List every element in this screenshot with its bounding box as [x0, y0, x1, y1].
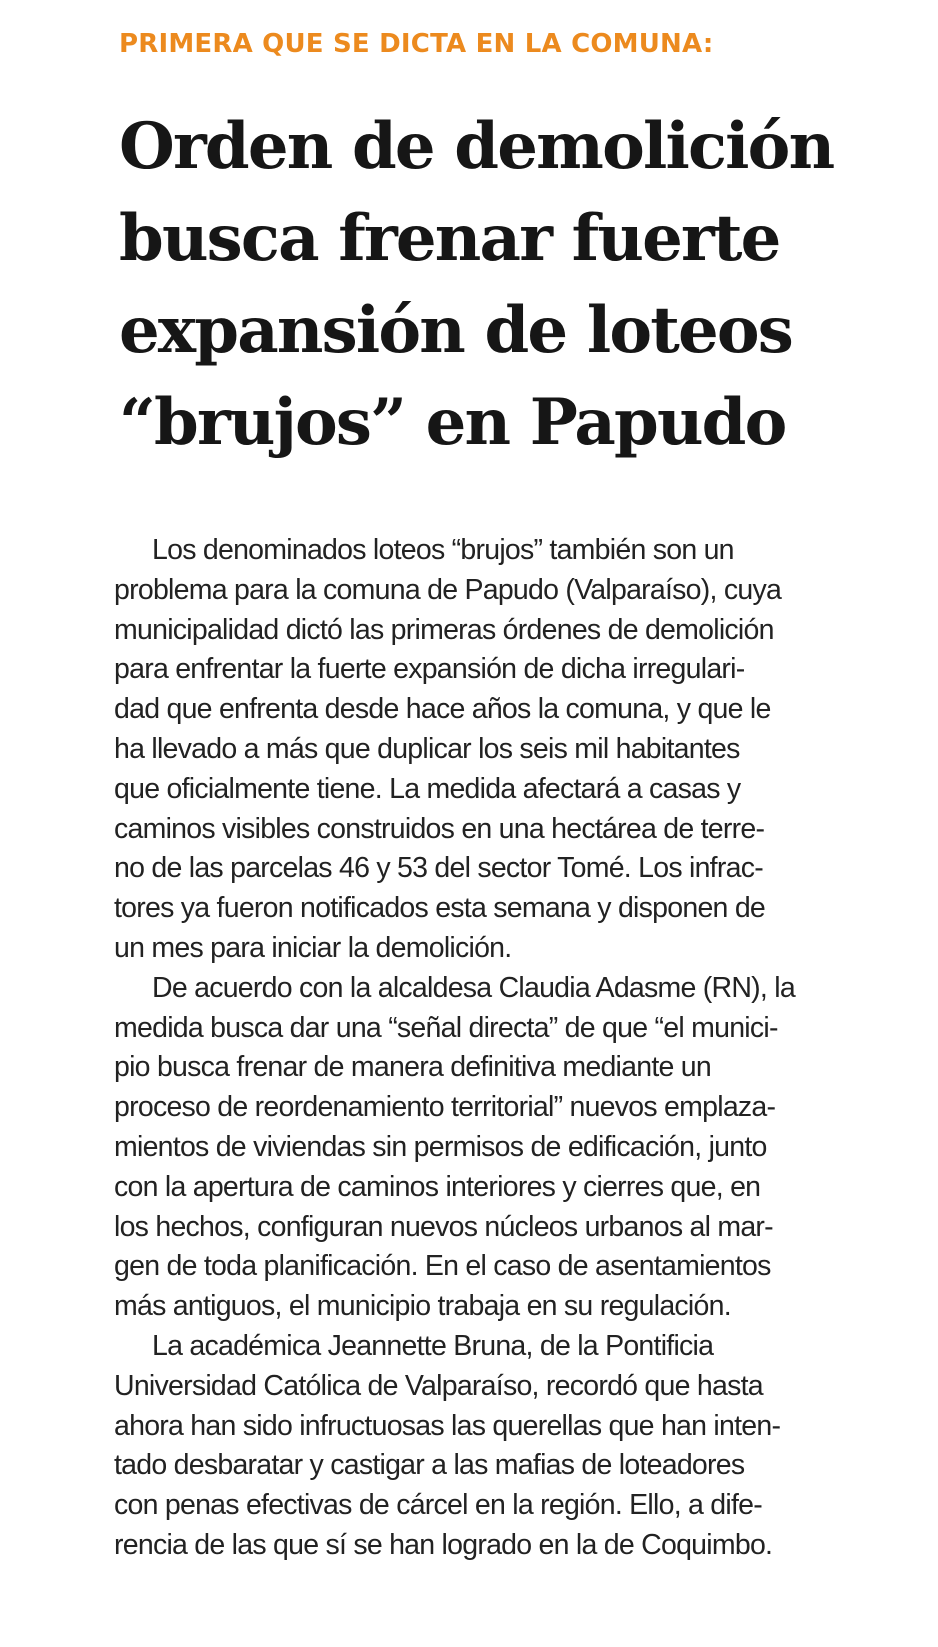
body-line: con penas efectivas de cárcel en la región. Ello, a dife-	[114, 1489, 762, 1522]
body-line: con la apertura de caminos interiores y cierres que, en	[114, 1170, 761, 1203]
body-line: gen de toda planificación. En el caso de asentamientos	[114, 1250, 771, 1283]
body-line: municipalidad dictó las primeras órdenes de demolición	[114, 613, 774, 646]
body-line: Los denominados loteos “brujos” también son un	[152, 534, 734, 566]
body-line: más antiguos, el municipio trabaja en su regulación.	[114, 1290, 731, 1323]
body-line: La académica Jeannette Bruna, de la Pontificia	[152, 1329, 714, 1362]
body-line: dad que enfrenta desde hace años la comuna, y que le	[114, 693, 771, 726]
headline-line: “brujos” en Papudo	[119, 385, 786, 460]
article-body	[114, 531, 904, 1566]
body-line: un mes para iniciar la demolición.	[114, 931, 512, 964]
body-line: no de las parcelas 46 y 53 del sector Tomé. Los infrac-	[114, 852, 763, 885]
body-line: los hechos, configuran nuevos núcleos urbanos al mar-	[114, 1210, 773, 1243]
body-line: para enfrentar la fuerte expansión de dicha irregulari-	[114, 653, 745, 686]
headline-line: busca frenar fuerte	[119, 201, 780, 276]
body-paragraph	[114, 531, 904, 969]
body-line: pio busca frenar de manera definitiva mediante un	[114, 1051, 711, 1084]
body-line: Universidad Católica de Valparaíso, recordó que hasta	[114, 1369, 763, 1402]
body-line: problema para la comuna de Papudo (Valparaíso), cuya	[114, 573, 782, 606]
body-paragraph	[114, 969, 904, 1327]
body-line: tores ya fueron notificados esta semana y disponen de	[114, 892, 766, 925]
body-line: De acuerdo con la alcaldesa Claudia Adasme (RN), la	[152, 971, 795, 1004]
body-line: rencia de las que sí se han logrado en la de Coquimbo.	[114, 1528, 773, 1561]
headline-line: expansión de loteos	[119, 293, 793, 368]
body-line: que oficialmente tiene. La medida afectará a casas y	[114, 772, 741, 805]
body-line: mientos de viviendas sin permisos de edificación, junto	[114, 1130, 767, 1163]
body-paragraph	[114, 1327, 904, 1566]
body-line: medida busca dar una “señal directa” de que “el munici-	[114, 1011, 778, 1044]
article-headline	[119, 101, 919, 469]
article-kicker: PRIMERA QUE SE DICTA EN LA COMUNA:	[119, 29, 714, 59]
body-line: ha llevado a más que duplicar los seis mil habitantes	[114, 732, 740, 765]
headline-line: Orden de demolición	[119, 109, 834, 184]
body-line: ahora han sido infructuosas las querellas que han inten-	[114, 1409, 781, 1442]
body-line: caminos visibles construidos en una hectárea de terre-	[114, 812, 765, 845]
body-line: tado desbaratar y castigar a las mafias de loteadores	[114, 1449, 745, 1482]
body-line: proceso de reordenamiento territorial” nuevos emplaza-	[114, 1091, 776, 1124]
